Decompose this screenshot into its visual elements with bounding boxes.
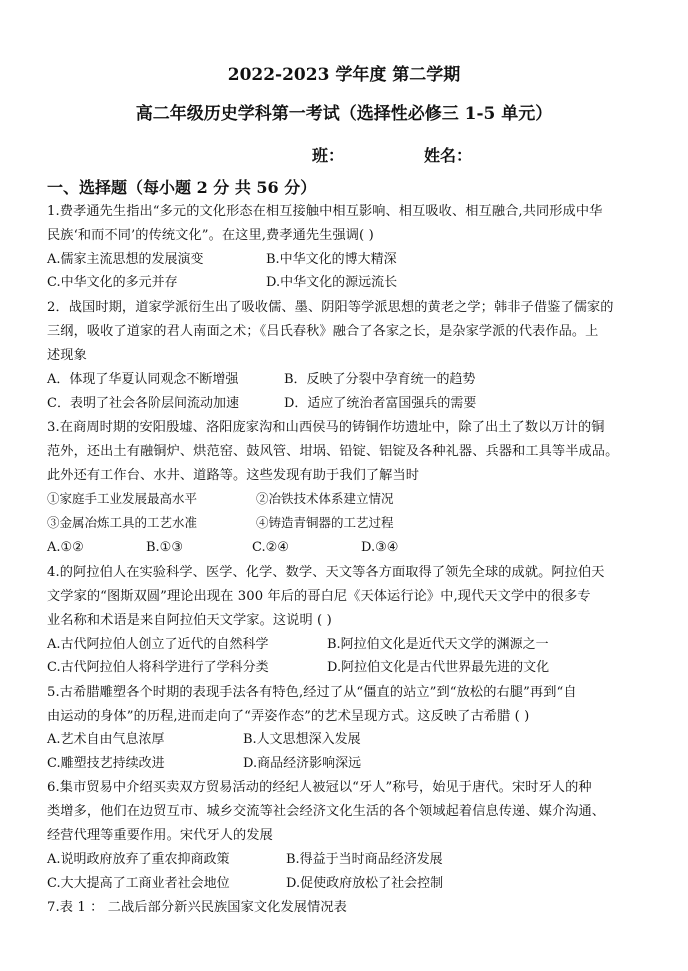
question-5-line-2: 由运动的身体”的历程,进而走向了“弄姿作态”的艺术呈现方式。这反映了古希腊 ( ) <box>47 709 530 724</box>
question-4-line-2: 文学家的“图斯双圆”理论出现在 300 年后的哥白尼《天体运行论》中,现代天文学中的很多专 <box>47 589 591 604</box>
question-7-line-1: 7.表 1 ： 二战后部分新兴民族国家文化发展情况表 <box>47 900 347 915</box>
question-4-line-1: 4.的阿拉伯人在实验科学、医学、化学、数学、天文等各方面取得了领先全球的成就。阿拉伯天 <box>47 565 605 580</box>
question-4-option-a: A.古代阿拉伯人创立了近代的自然科学 <box>47 637 269 652</box>
question-6-line-2: 类增多，他们在边贸互市、城乡交流等社会经济文化生活的各个领域起着信息传递、媒介沟通、 <box>47 804 606 819</box>
question-4-option-d: D.阿拉伯文化是古代世界最先进的文化 <box>327 660 550 675</box>
exam-year-term: 2022-2023 学年度 第二学期 <box>227 65 461 85</box>
question-3-line-2: 范外，还出土有融铜炉、烘范窑、鼓风管、坩埚、铅锭、铝锭及各种礼器、兵器和工具等半成品。 <box>47 444 619 459</box>
question-6-option-b: B.得益于当时商品经济发展 <box>286 852 443 867</box>
question-5-line-1: 5.古希腊雕塑各个时期的表现手法各有特色,经过了从“僵直的站立”到“放松的右腿”再到“自 <box>47 685 577 700</box>
question-6-line-3: 经营代理等重要作用。宋代牙人的发展 <box>47 828 273 843</box>
question-3-option-a: A.①② <box>47 540 84 555</box>
question-3-statement-2: ②冶铁技术体系建立情况 <box>256 491 394 506</box>
question-2-line-2: 三纲，吸收了道家的君人南面之术；《吕氏春秋》融合了各家之长，是杂家学派的代表作品。上 <box>47 324 599 339</box>
question-5-option-d: D.商品经济影响深远 <box>243 756 362 771</box>
question-1-line-2: 民族‘和而不同’的传统文化”。在这里,费孝通先生强调( ) <box>47 228 374 243</box>
exam-title: 高二年级历史学科第一考试（选择性必修三 1-5 单元） <box>135 104 553 124</box>
question-3-option-b: B.①③ <box>146 540 183 555</box>
question-2-option-c: C．表明了社会各阶层间流动加速 <box>47 396 239 411</box>
question-6-option-c: C.大大提高了工商业者社会地位 <box>47 876 230 891</box>
question-3-line-3: 此外还有工作台、水井、道路等。这些发现有助于我们了解当时 <box>47 468 420 483</box>
question-1-option-b: B.中华文化的博大精深 <box>266 252 397 267</box>
question-5-option-a: A.艺术自由气息浓厚 <box>47 732 165 747</box>
question-6-line-1: 6.集市贸易中介绍买卖双方贸易活动的经纪人被冠以“牙人”称号，始见于唐代。宋时牙人的种 <box>47 780 592 795</box>
question-3-statement-1: ①家庭手工业发展最高水平 <box>47 491 198 506</box>
question-1-option-d: D.中华文化的源远流长 <box>266 275 398 290</box>
question-6-option-d: D.促使政府放松了社会控制 <box>286 876 444 891</box>
question-3-statement-3: ③金属冶炼工具的工艺水准 <box>47 515 198 530</box>
question-4-option-b: B.阿拉伯文化是近代天文学的渊源之一 <box>327 637 549 652</box>
question-3-option-d: D.③④ <box>361 540 399 555</box>
question-2-option-b: B．反映了分裂中孕育统一的趋势 <box>284 372 476 387</box>
question-1-line-1: 1.费孝通先生指出“多元的文化形态在相互接触中相互影响、相互吸收、相互融合,共同形成中华 <box>47 204 603 219</box>
question-1-option-a: A.儒家主流思想的发展演变 <box>47 252 204 267</box>
section-title: 一、选择题（每小题 2 分 共 56 分） <box>47 178 317 197</box>
question-4-line-3: 业名称和术语是来自阿拉伯天文学家。这说明 ( ) <box>47 613 332 628</box>
question-2-line-3: 述现象 <box>47 348 87 363</box>
name-label: 姓名： <box>424 146 473 165</box>
question-5-option-b: B.人文思想深入发展 <box>243 732 361 747</box>
question-6-option-a: A.说明政府放弃了重农抑商政策 <box>47 852 230 867</box>
class-label: 班： <box>312 146 345 165</box>
question-3-option-c: C.②④ <box>252 540 289 555</box>
question-2-line-1: 2．战国时期，道家学派衍生出了吸收儒、墨、阴阳等学派思想的黄老之学；韩非子借鉴了儒家的 <box>47 300 614 315</box>
question-5-option-c: C.雕塑技艺持续改进 <box>47 756 165 771</box>
question-3-line-1: 3.在商周时期的安阳殷墟、洛阳庞家沟和山西侯马的铸铜作坊遗址中，除了出土了数以万计的铜 <box>47 420 605 435</box>
question-4-option-c: C.古代阿拉伯人将科学进行了学科分类 <box>47 660 269 675</box>
question-3-statement-4: ④铸造青铜器的工艺过程 <box>256 515 394 530</box>
question-2-option-d: D．适应了统治者富国强兵的需要 <box>284 396 477 411</box>
question-2-option-a: A．体现了华夏认同观念不断增强 <box>47 372 239 387</box>
question-1-option-c: C.中华文化的多元并存 <box>47 275 178 290</box>
